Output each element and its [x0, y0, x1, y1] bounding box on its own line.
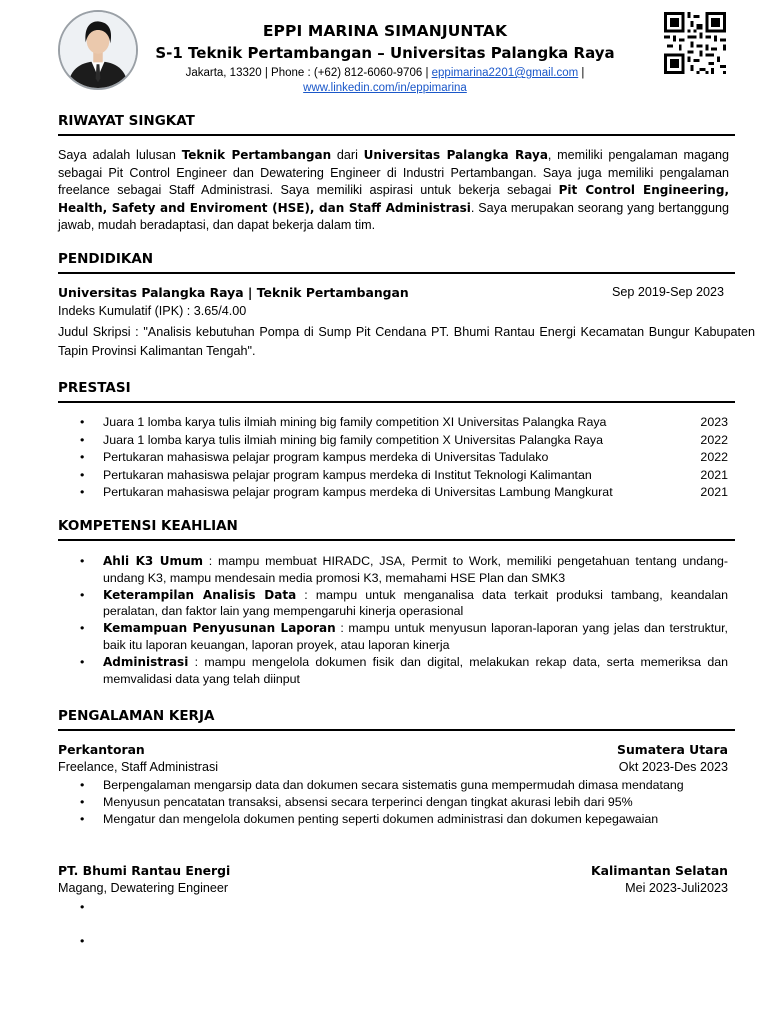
skills-list [58, 553, 728, 687]
education-period: Sep 2019-Sep 2023 [611, 285, 724, 299]
list-item: • Berpengalaman mengarsip data dan dokumen secara sistematis guna mempermudah dimasa mendatang [58, 777, 728, 794]
linkedin-link[interactable]: www.linkedin.com/in/eppimarina [303, 82, 467, 94]
job-subheader [58, 760, 728, 778]
achievement-year: 2023 [700, 415, 728, 429]
achievement-year: 2022 [700, 432, 728, 447]
qr-code-icon [664, 12, 726, 74]
summary-text: . Saya merupakan seorang yang bertanggung jawab, mudah beradaptasi, dan dapat bekerja dalam tim. [58, 200, 729, 232]
summary-bold: Teknik Pertambangan [181, 148, 332, 162]
job-location: Sumatera Utara [617, 742, 728, 757]
education-school: Universitas Palangka Raya | Teknik Pertambangan [58, 285, 409, 300]
achievement-text: Pertukaran mahasiswa pelajar program kampus merdeka di Institut Teknologi Kalimantan [103, 467, 592, 482]
job-bullets [58, 777, 728, 827]
list-item [58, 587, 728, 621]
job-period: Okt 2023-Des 2023 [618, 760, 728, 774]
skill-desc: : mampu membuat HIRADC, JSA, Permit to Work, memiliki pengetahuan tentang undang-undang K3, mampu mendesain media promosi K3, memahami HSE Plan dan SMK3 [103, 554, 729, 585]
job-header [58, 863, 728, 881]
full-name: EPPI MARINA SIMANJUNTAK [262, 22, 508, 40]
job-role: Magang, Dewatering Engineer [58, 881, 229, 895]
list-item [58, 467, 728, 485]
skills-heading: KOMPETENSI KEAHLIAN [58, 518, 238, 534]
list-item [58, 620, 728, 654]
achievement-text: Pertukaran mahasiswa pelajar program kampus merdeka di Universitas Tadulako [103, 450, 549, 464]
list-item [58, 899, 728, 916]
job-subheader [58, 881, 728, 899]
contact-separator: | [581, 67, 585, 79]
achievement-text: Juara 1 lomba karya tulis ilmiah mining big family competition X Universitas Palangka Raya [103, 432, 603, 447]
summary-paragraph [58, 147, 729, 235]
education-gpa-row [58, 304, 728, 322]
skill-name: Administrasi [103, 654, 189, 669]
list-item [58, 553, 728, 587]
summary-bold: Universitas Palangka Raya [363, 148, 548, 162]
section-divider [58, 134, 735, 136]
list-item [58, 654, 728, 688]
linkedin-line [140, 82, 630, 94]
contact-line [140, 67, 630, 79]
summary-heading: RIWAYAT SINGKAT [58, 113, 195, 129]
achievements-heading: PRESTASI [58, 380, 131, 396]
education-heading: PENDIDIKAN [58, 251, 154, 267]
section-divider [58, 401, 735, 403]
job-location: Kalimantan Selatan [590, 863, 728, 878]
list-item [58, 414, 728, 432]
list-item [58, 432, 728, 450]
contact-address-phone: Jakarta, 13320 | Phone : (+62) 812-6060-9706 | [185, 67, 429, 79]
education-thesis: Judul Skripsi : "Analisis kebutuhan Pompa di Sump Pit Cendana PT. Bhumi Rantau Energi Kecamatan Bungur Kabupaten Tapin Provinsi Kalimantan Tengah". [58, 325, 755, 358]
job-bullets [58, 899, 728, 950]
job-period: Mei 2023-Juli2023 [625, 881, 728, 895]
achievement-text: Pertukaran mahasiswa pelajar program kampus merdeka di Universitas Lambung Mangkurat [103, 485, 613, 499]
summary-bold: Pit Control Engineering, Health, Safety and Enviroment (HSE), dan Staff Administrasi [58, 183, 730, 215]
skill-desc: : mampu mengelola dokumen fisik dan digital, melakukan rekap data, serta memeriksa dan memvalidasi data yang telah diinput [103, 654, 728, 686]
skill-name: Keterampilan Analisis Data [103, 587, 297, 602]
experience-heading: PENGALAMAN KERJA [58, 708, 215, 724]
list-item: • Menyusun pencatatan transaksi, absensi secara terperinci dengan tingkat akurasi lebih dari 95% [58, 794, 728, 811]
job-role: Freelance, Staff Administrasi [58, 760, 219, 774]
list-item [58, 933, 728, 950]
achievements-list [58, 414, 728, 502]
degree-title: S-1 Teknik Pertambangan – Universitas Palangka Raya [155, 44, 615, 62]
skill-desc: : mampu untuk menganalisa data terkait produksi tambang, keandalan peralatan, dan faktor lain yang mempengaruhi kinerja operasional [103, 587, 728, 619]
achievement-text: Juara 1 lomba karya tulis ilmiah mining big family competition XI Universitas Palangka Raya [103, 415, 607, 429]
summary-text: dari [331, 148, 364, 162]
achievement-year: 2021 [700, 467, 728, 482]
skill-name: Ahli K3 Umum [103, 554, 204, 568]
list-item [58, 484, 728, 502]
section-divider [58, 539, 735, 541]
section-divider [58, 272, 735, 274]
section-divider [58, 729, 735, 731]
job-company: PT. Bhumi Rantau Energi [58, 863, 231, 878]
email-link[interactable]: eppimarina2201@gmail.com [431, 67, 579, 79]
summary-text: , memiliki pengalaman magang sebagai Pit Control Engineer dan Dewatering Engineer di Industri Pertambangan. Saya juga memiliki pengalaman freelance sebagai Staff Administrasi. Saya memiliki aspirasi untuk bekerja sebagai [58, 148, 729, 197]
job-company: Perkantoran [58, 742, 145, 757]
achievement-year: 2022 [700, 450, 728, 464]
achievement-year: 2021 [700, 485, 728, 499]
list-item [58, 449, 728, 467]
person-icon [60, 12, 136, 88]
list-item: • Mengatur dan mengelola dokumen penting seperti dokumen administrasi dan dokumen kepegawaian [58, 811, 728, 828]
job-header [58, 742, 728, 760]
education-row [58, 285, 728, 303]
profile-photo [58, 10, 138, 90]
skill-desc: : mampu untuk menyusun laporan-laporan yang jelas dan terstruktur, baik itu laporan keuangan, laporan proyek, atau laporan kinerja [103, 621, 728, 652]
summary-text: Saya adalah lulusan [58, 148, 182, 162]
education-gpa: Indeks Kumulatif (IPK) : 3.65/4.00 [58, 304, 247, 318]
skill-name: Kemampuan Penyusunan Laporan [103, 621, 336, 636]
